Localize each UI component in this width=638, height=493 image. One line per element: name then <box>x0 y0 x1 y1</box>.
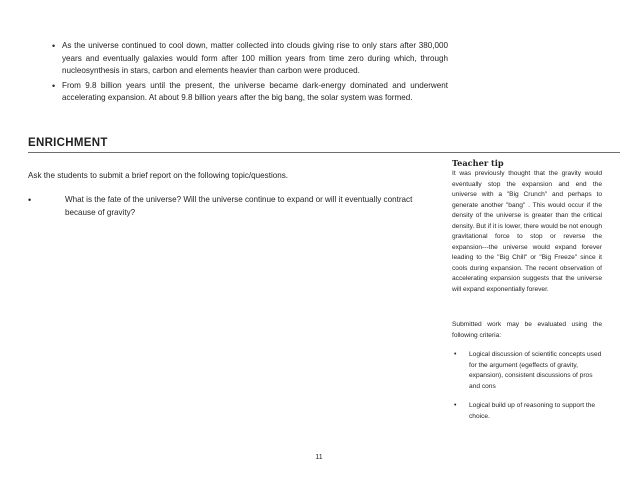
bullet-icon: • <box>454 351 457 358</box>
teacher-tip-sidebar <box>452 158 602 295</box>
teacher-tip-title: Teacher tip <box>452 158 504 168</box>
enrichment-question <box>28 194 428 219</box>
teacher-tip-text: It was previously thought that the gravity would eventually stop the expansion and end the universe with a "Big Crunch" and perhaps to generate another "bang" . This would occur if the density of the universe is greater than the critical density. But if it is lower, there would be not enough gravitational force to stop or reverse the expansion---the universe would expand forever leading to the "Big Chill" or "Big Freeze" since it cools during expansion. The recent observation of accelerating expansion suggests that the universe will expand exponentially forever. <box>452 170 602 293</box>
bullet-icon: • <box>28 195 32 205</box>
enrichment-intro: Ask the students to submit a brief report on the following topic/questions. <box>28 171 289 180</box>
top-bullet-list <box>52 40 448 107</box>
criteria-list <box>452 350 602 422</box>
section-heading: ENRICHMENT <box>28 137 108 149</box>
evaluation-criteria <box>452 320 602 422</box>
bullet-icon: • <box>52 80 56 91</box>
page-number: 11 <box>315 454 323 461</box>
criteria-intro: Submitted work may be evaluated using the following criteria: <box>452 321 602 339</box>
bullet-icon: • <box>52 41 56 51</box>
list-item: • As the universe continued to cool down, matter collected into clouds giving rise to only stars after 380,000 years and eventually galaxies would form after 100 million years from time zero during which, through nucleosynthesis in stars, carbon and elements heavier than carbon were produced. <box>52 41 448 76</box>
list-item: • Logical discussion of scientific concepts used for the argument (egeffects of gravity, expansion), consistent discussions of pros and cons <box>454 351 602 390</box>
question-text: What is the fate of the universe? Will the universe continue to expand or will it eventually contract because of gravity? <box>65 195 413 217</box>
list-item: • Logical build up of reasoning to support the choice. <box>454 402 596 420</box>
list-item: • From 9.8 billion years until the present, the universe became dark-energy dominated and underwent accelerating expansion. At about 9.8 billion years after the big bang, the solar system was formed. <box>52 80 448 103</box>
heading-divider <box>28 152 620 153</box>
bullet-icon: • <box>454 402 457 409</box>
